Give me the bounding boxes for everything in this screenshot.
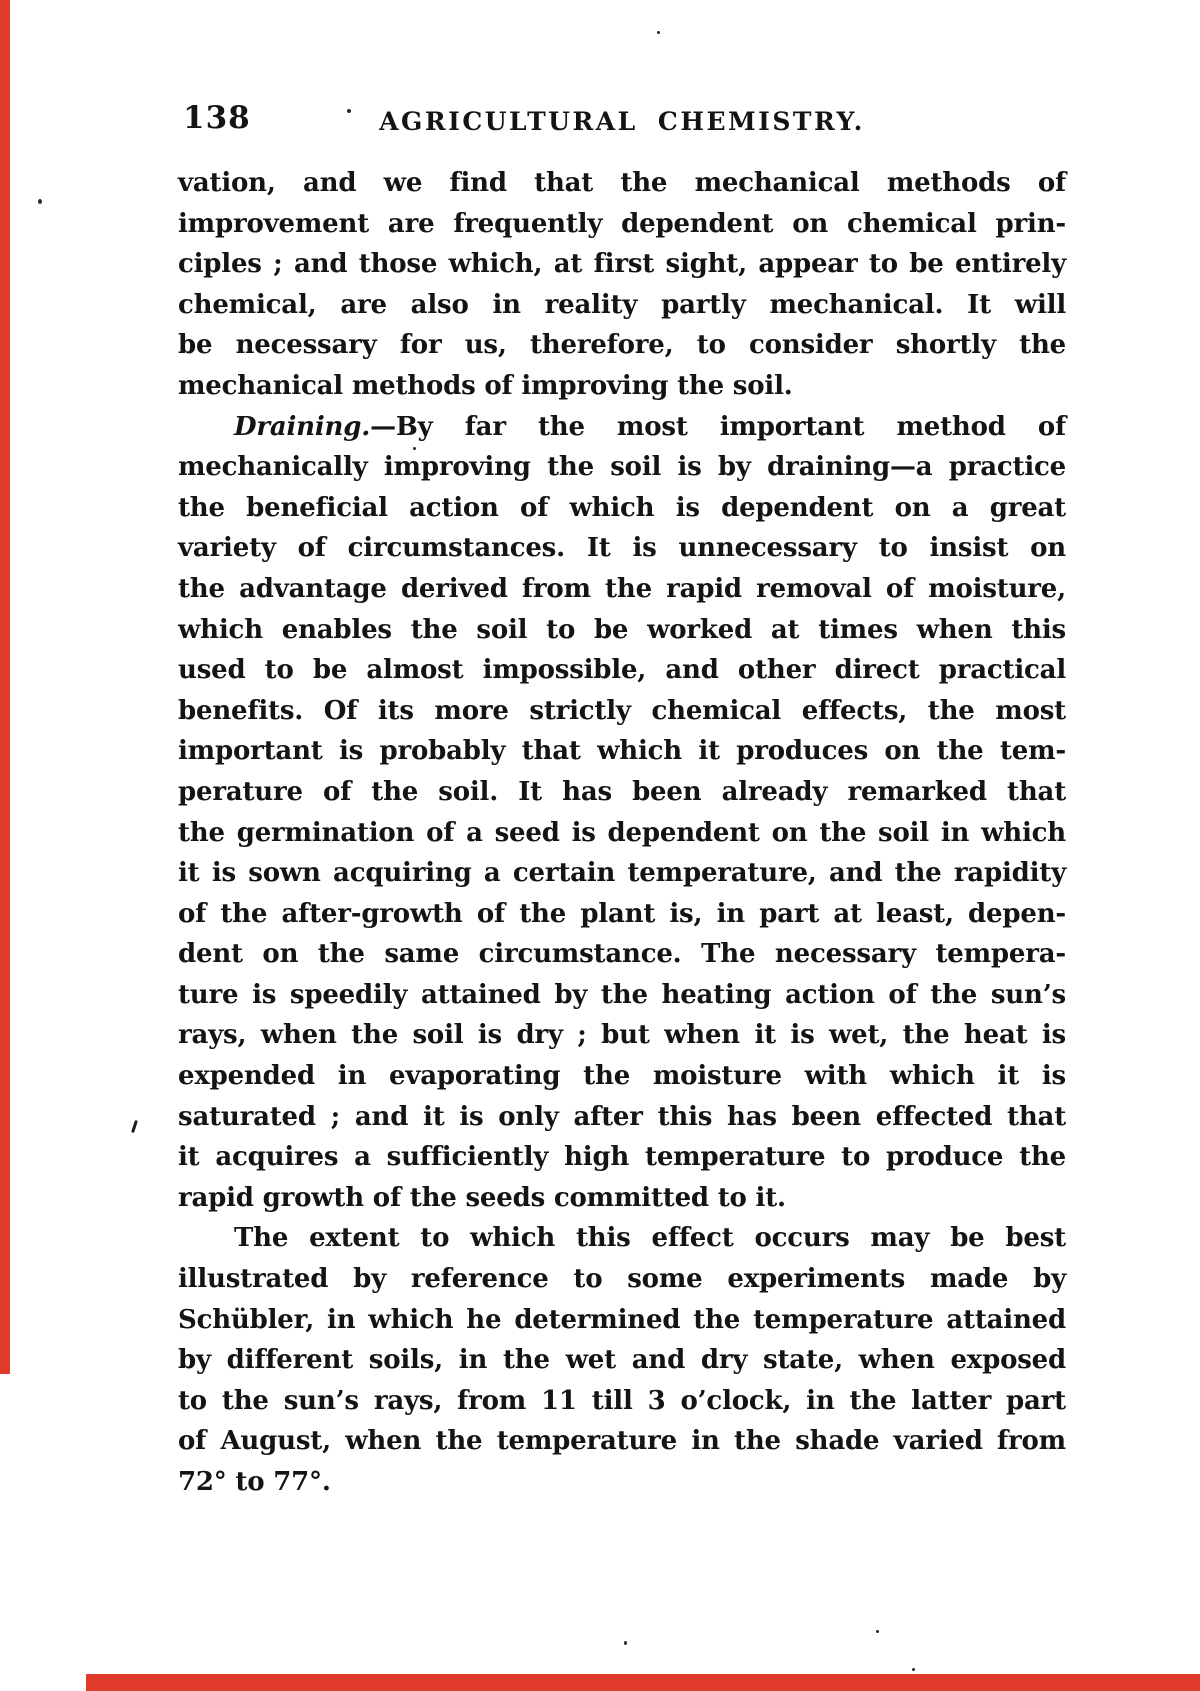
text-segment: illustrated by reference to some experiments made by [178,1264,1066,1295]
text-segment: it is sown acquiring a certain temperature, and the rapidity [178,858,1066,889]
text-segment: which enables the soil to be worked at times when this [178,614,1066,645]
text-segment: Schübler, in which he determined the temperature attained [178,1304,1066,1335]
text-segment: chemical, are also in reality partly mechanical. It will [178,289,1066,320]
text-segment: 72° to 77°. [178,1467,331,1497]
text-line [178,285,1066,326]
text-line [178,1056,1066,1097]
scan-speck [912,1668,915,1671]
text-line [178,569,1066,610]
scan-speck [347,109,351,113]
text-line [178,407,1066,448]
text-line [178,853,1066,894]
text-segment: vation, and we find that the mechanical methods of [178,168,1066,198]
text-segment: used to be almost impossible, and other direct practical [178,655,1066,686]
text-segment: of August, when the temperature in the shade varied from [178,1426,1066,1457]
text-segment: rapid growth of the seeds committed to it. [178,1182,786,1213]
scan-speck [38,199,42,204]
text-line [178,772,1066,813]
text-line [178,610,1066,651]
paragraph [178,163,1066,407]
text-segment: the germination of a seed is dependent on the soil in which [178,817,1066,848]
running-title: AGRICULTURAL CHEMISTRY. [379,107,865,136]
text-segment: improvement are frequently dependent on chemical prin- [178,208,1066,239]
page-number: 138 [183,100,251,136]
scan-edge-left [0,0,10,1374]
text-line [178,244,1066,285]
text-line [178,1462,1066,1503]
text-line [178,528,1066,569]
text-line [178,1015,1066,1056]
text-segment: it acquires a sufficiently high temperature to produce the [178,1142,1066,1173]
text-line [178,1300,1066,1341]
text-line [178,813,1066,854]
text-segment: expended in evaporating the moisture with which it is [178,1061,1066,1092]
text-segment: ture is speedily attained by the heating action of the sun’s [178,979,1066,1010]
text-line [178,1381,1066,1422]
scan-speck [657,31,660,34]
text-segment: by different soils, in the wet and dry state, when exposed [178,1345,1066,1376]
text-segment: important is probably that which it produces on the tem- [178,736,1066,767]
text-line [178,1097,1066,1138]
text-line [178,325,1066,366]
stray-ink-mark [131,1120,138,1133]
text-segment: saturated ; and it is only after this has been effected that [178,1101,1066,1132]
scan-speck [624,1641,627,1645]
text-segment: to the sun’s rays, from 11 till 3 o’clock, in the latter part [178,1385,1066,1416]
text-line [178,650,1066,691]
paragraph [178,407,1066,1219]
text-line [178,934,1066,975]
text-segment: mechanical methods of improving the soil. [178,370,793,401]
text-segment: variety of circumstances. It is unnecessary to insist on [178,533,1066,564]
text-line [178,366,1066,407]
text-line [178,488,1066,529]
text-line [178,1137,1066,1178]
text-line [178,204,1066,245]
text-segment: mechanically improving the soil is by draining—a practice [178,452,1066,483]
text-segment: rays, when the soil is dry ; but when it is wet, the heat is [178,1020,1066,1051]
text-segment: the beneficial action of which is dependent on a great [178,492,1066,523]
italic-text-segment: Draining. [234,411,371,442]
text-line [178,1259,1066,1300]
text-line [178,691,1066,732]
paragraph [178,1218,1066,1502]
text-line [178,975,1066,1016]
text-segment: be necessary for us, therefore, to consider shortly the [178,330,1066,361]
text-line [178,1178,1066,1219]
scan-speck [413,447,416,450]
text-line [178,163,1066,204]
text-segment: dent on the same circumstance. The necessary tempera- [178,939,1066,970]
text-segment: the advantage derived from the rapid removal of moisture, [178,573,1066,604]
text-line [178,1218,1066,1259]
text-segment: benefits. Of its more strictly chemical effects, the most [178,695,1066,726]
text-segment: —By far the most important method of [370,411,1066,442]
text-line [178,731,1066,772]
text-segment: The extent to which this effect occurs may be best [234,1223,1066,1254]
body-text [178,163,1066,1503]
text-line [178,894,1066,935]
text-line [178,1421,1066,1462]
scan-speck [876,1630,879,1633]
text-line [178,1340,1066,1381]
text-segment: ciples ; and those which, at first sight, appear to be entirely [178,249,1066,280]
text-line [178,447,1066,488]
text-segment: perature of the soil. It has been already remarked that [178,776,1066,807]
scan-edge-bottom [86,1674,1200,1691]
text-segment: of the after-growth of the plant is, in part at least, depen- [178,898,1066,929]
